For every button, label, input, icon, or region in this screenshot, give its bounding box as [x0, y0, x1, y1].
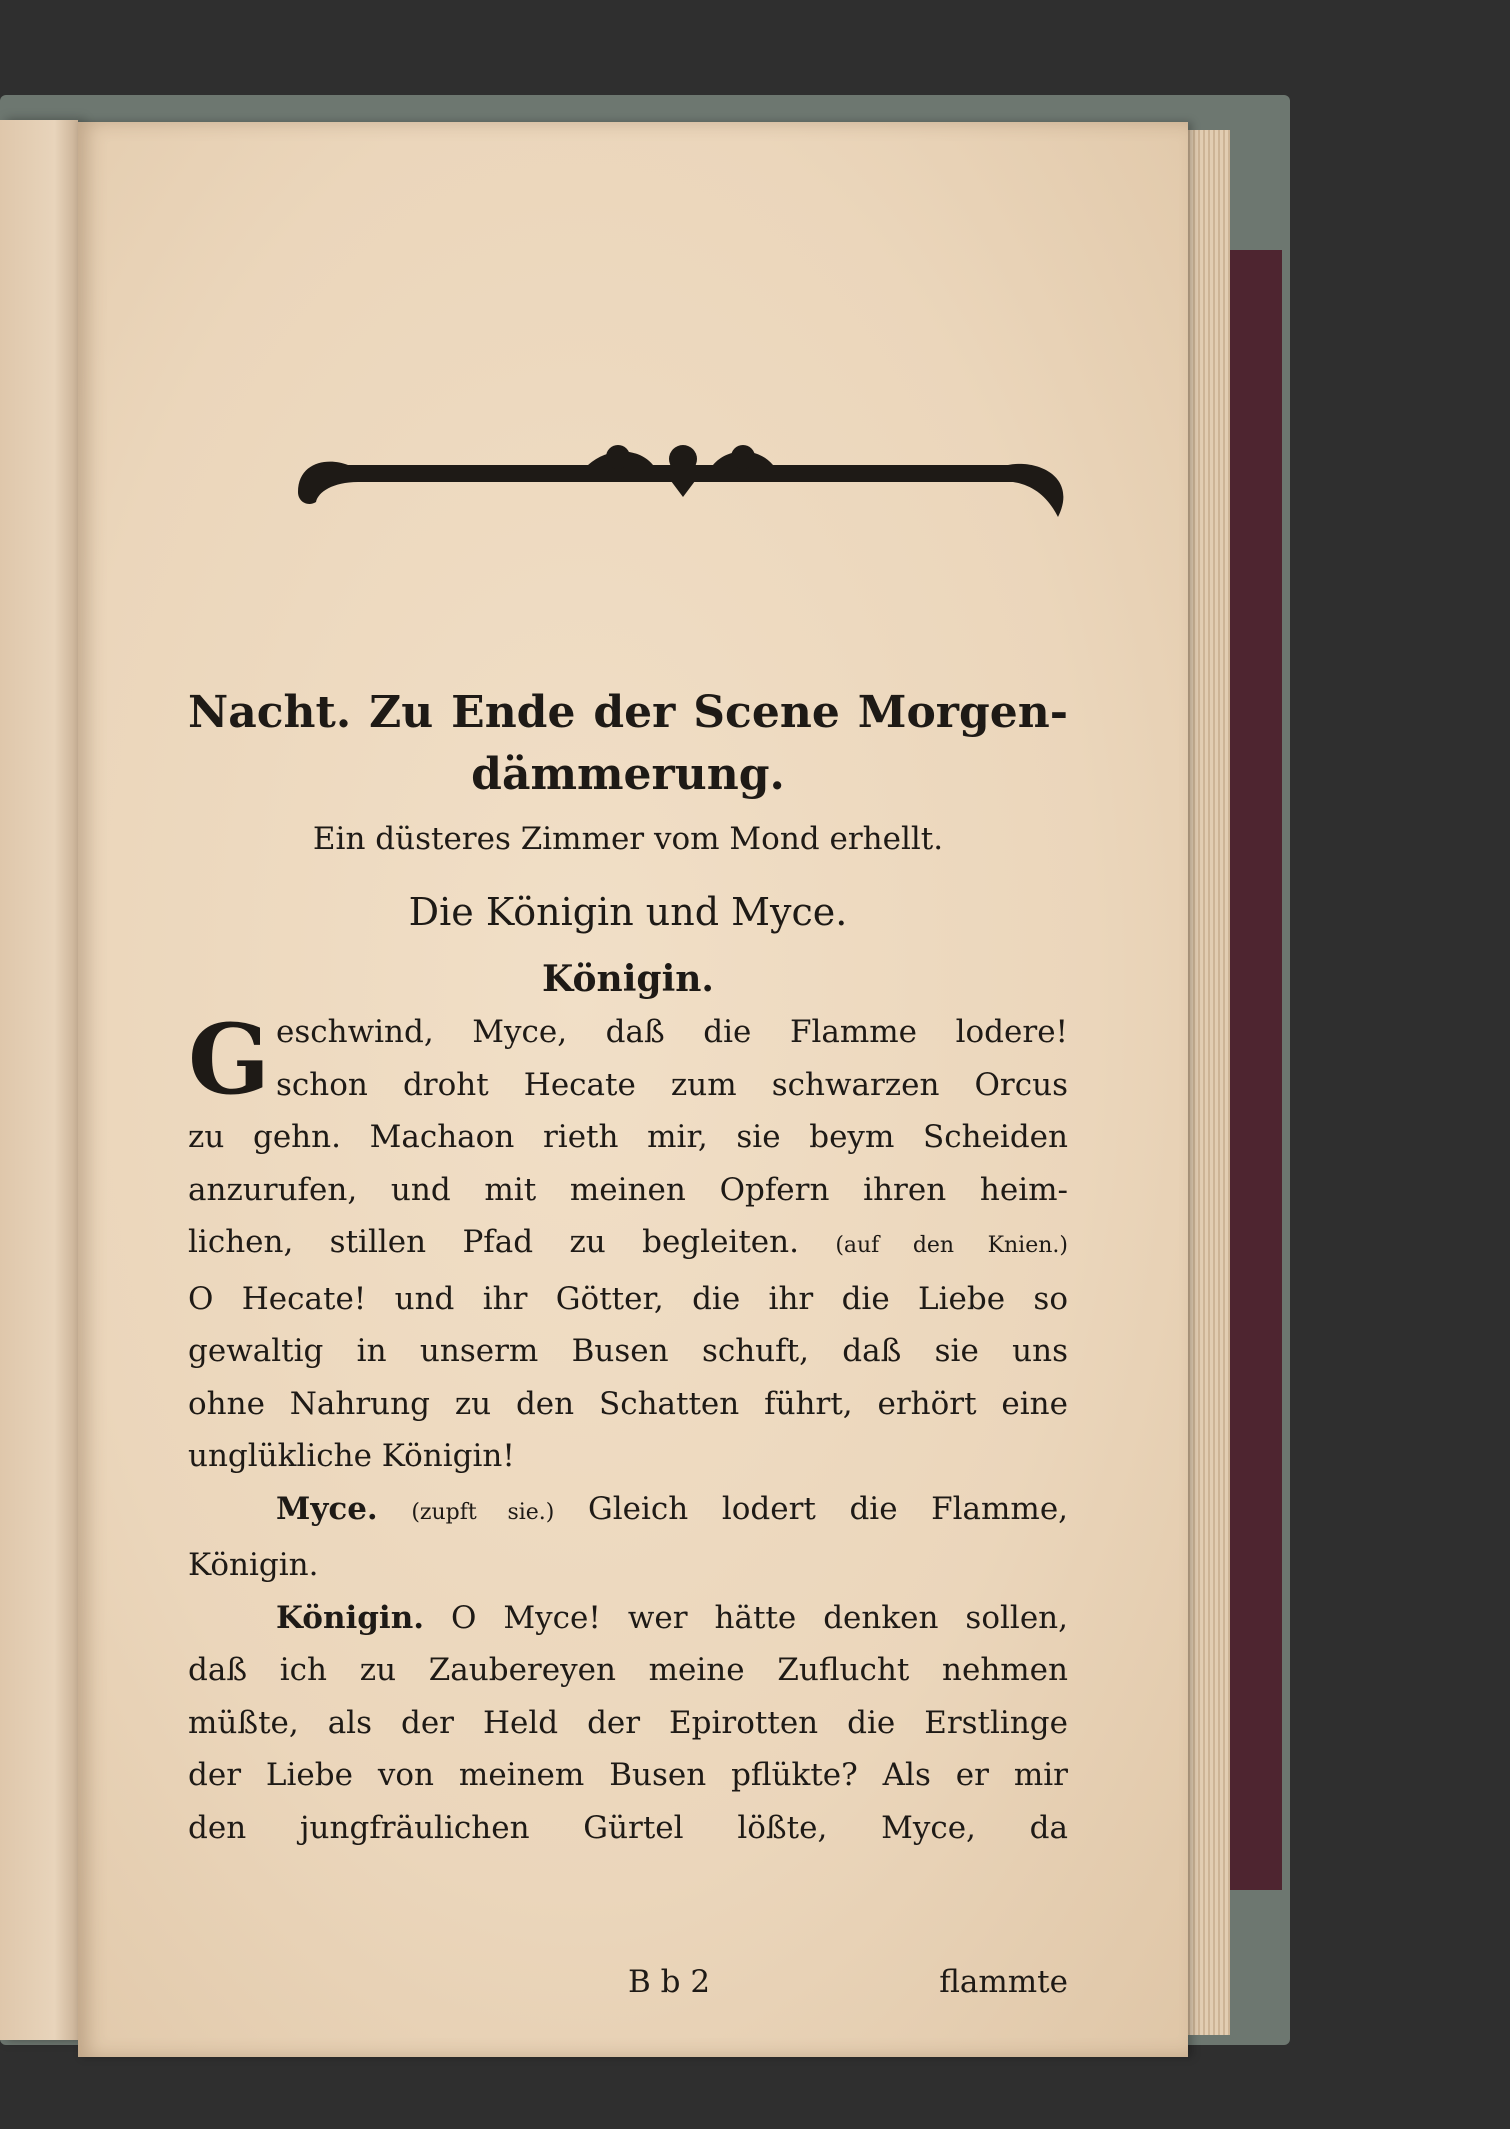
- scene-setting: Ein düsteres Zimmer vom Mond erhellt.: [312, 821, 944, 857]
- text-line: den jungfräulichen Gürtel lößte, Myce, da: [188, 1809, 1068, 1846]
- opening-paragraph: [188, 1003, 1068, 1116]
- text-segment: lichen, stillen Pfad zu begleiten.: [188, 1224, 799, 1260]
- book-page: [78, 122, 1188, 2057]
- text-line: O Hecate! und ihr Götter, die ihr die Liebe so: [188, 1280, 1068, 1317]
- speaker-name: Königin.: [276, 1599, 425, 1636]
- speaker-name: Myce.: [276, 1490, 378, 1527]
- text-line: zu gehn. Machaon rieth mir, sie beym Scheiden: [188, 1119, 1068, 1155]
- scene-heading-line-1: [188, 682, 1068, 744]
- myce-line: [188, 1483, 1068, 1540]
- text-segment: O Myce! wer hätte denken sollen,: [451, 1599, 1068, 1636]
- text-line: anzurufen, und mit meinen Opfern ihren heim-: [188, 1171, 1068, 1208]
- cast-list: Die Königin und Myce.: [408, 890, 848, 934]
- koenigin-line: [188, 1592, 1068, 1645]
- ornament-headpiece: [288, 437, 1078, 527]
- text-line: unglükliche Königin!: [188, 1438, 515, 1474]
- text-segment: Gleich lodert die Flamme,: [587, 1490, 1069, 1527]
- page-footer: [188, 1964, 1068, 2014]
- text-line: ohne Nahrung zu den Schatten führt, erhört eine: [188, 1385, 1068, 1422]
- stage-direction: (zupft sie.): [411, 1499, 555, 1525]
- text-line: Königin.: [188, 1547, 319, 1583]
- scene-heading-night: Nacht.: [188, 687, 352, 738]
- text-line: [188, 1216, 1068, 1273]
- text-line: gewaltig in unserm Busen schuft, daß sie uns: [188, 1333, 1068, 1369]
- speaker-heading: Königin.: [542, 958, 714, 1000]
- scene-heading-rest: Zu Ende der Scene Morgen-: [369, 687, 1068, 738]
- cover-edge: [1222, 250, 1282, 1890]
- signature-mark: B b 2: [628, 1964, 711, 2000]
- text-line: müßte, als der Held der Epirotten die Erstlinge: [188, 1704, 1068, 1741]
- text-line: der Liebe von meinem Busen pflükte? Als er mir: [188, 1757, 1068, 1793]
- catchword: flammte: [939, 1964, 1068, 2000]
- page-text: [188, 682, 1068, 1854]
- text-line: schon droht Hecate zum schwarzen Orcus: [276, 1066, 1068, 1103]
- text-line: daß ich zu Zaubereyen meine Zuflucht nehmen: [188, 1652, 1068, 1688]
- drop-cap: G: [188, 1003, 270, 1116]
- stage-direction: (auf den Knien.): [835, 1233, 1068, 1258]
- scene-heading-line-2: dämmerung.: [471, 749, 785, 800]
- text-line: eschwind, Myce, daß die Flamme lodere!: [276, 1014, 1068, 1050]
- left-page-edge: [0, 120, 78, 2040]
